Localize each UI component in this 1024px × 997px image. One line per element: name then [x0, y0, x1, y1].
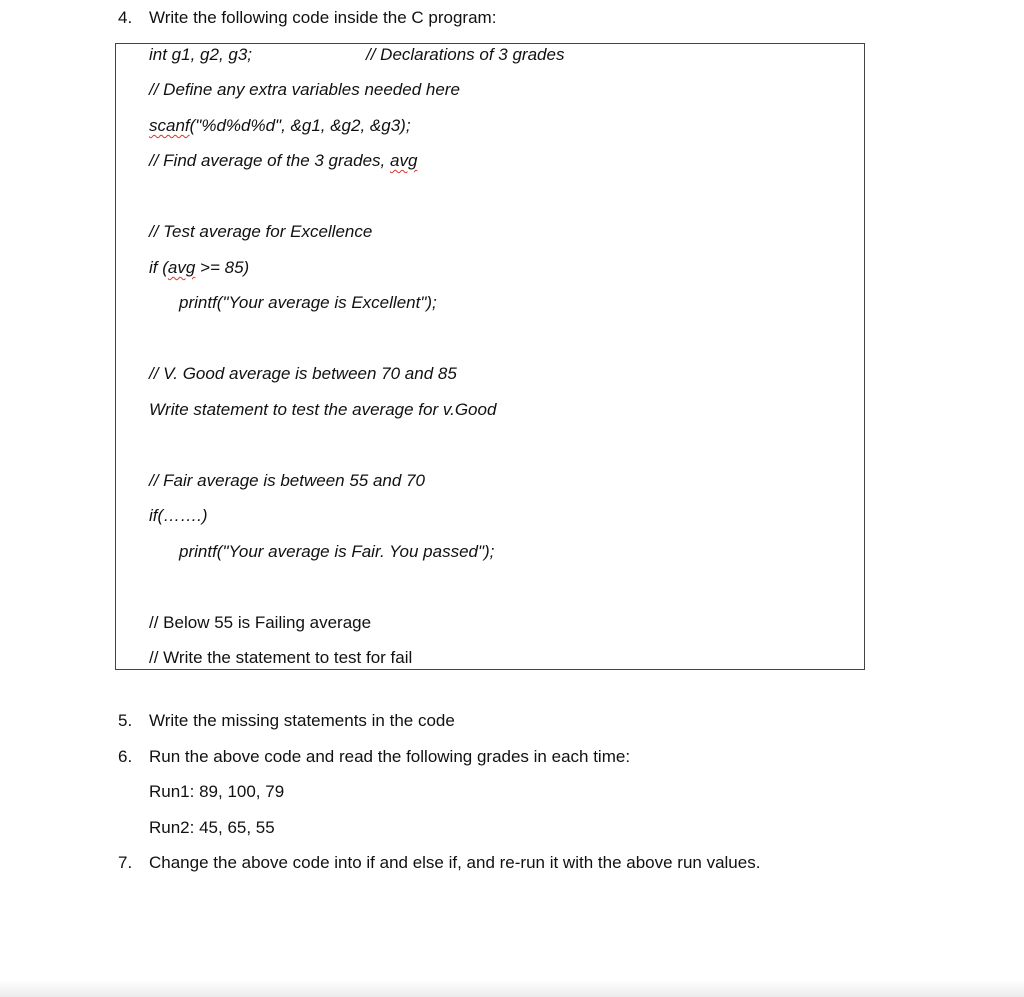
item-7-text: Change the above code into if and else if, and re-run it with the above run values.: [149, 853, 761, 872]
page-bottom-edge: [0, 980, 1024, 997]
spellcheck-scanf: scanf: [149, 116, 190, 135]
code-printf-excellent: printf("Your average is Excellent");: [179, 293, 437, 312]
item-number-5: 5.: [118, 711, 133, 730]
code-excellence-comment: // Test average for Excellence: [149, 222, 373, 241]
item-4-text: Write the following code inside the C program:: [149, 8, 497, 27]
code-fair-comment: // Fair average is between 55 and 70: [149, 471, 425, 490]
code-fail-comment: // Below 55 is Failing average: [149, 613, 372, 632]
code-if-fair: if(…….): [149, 506, 208, 525]
run1-values: Run1: 89, 100, 79: [149, 782, 285, 801]
code-declaration: int g1, g2, g3;: [149, 45, 253, 64]
code-fail-instruction: // Write the statement to test for fail: [149, 648, 413, 667]
code-if-keyword: if (: [149, 258, 168, 277]
code-declaration-comment: // Declarations of 3 grades: [366, 45, 565, 64]
code-vgood-comment: // V. Good average is between 70 and 85: [149, 364, 457, 383]
item-number-7: 7.: [118, 853, 133, 872]
item-number-6: 6.: [118, 747, 133, 766]
code-average-comment: [149, 150, 417, 172]
run2-values: Run2: 45, 65, 55: [149, 818, 275, 837]
spellcheck-avg-if: avg: [167, 258, 196, 277]
code-if-condition: >= 85): [195, 258, 250, 277]
code-extra-vars-comment: // Define any extra variables needed here: [149, 80, 460, 99]
item-6-text: Run the above code and read the following grades in each time:: [149, 747, 631, 766]
item-number-4: 4.: [118, 8, 133, 27]
code-if-excellent: [149, 257, 249, 279]
code-scanf-args: ("%d%d%d", &g1, &g2, &g3);: [189, 116, 411, 135]
spellcheck-avg: avg: [389, 151, 418, 170]
item-5-text: Write the missing statements in the code: [149, 711, 455, 730]
code-box: [115, 43, 865, 670]
code-printf-fair: printf("Your average is Fair. You passed");: [179, 542, 495, 561]
code-average-comment-text: // Find average of the 3 grades,: [149, 151, 390, 170]
code-vgood-instruction: Write statement to test the average for v.Good: [149, 400, 497, 419]
code-scanf-line: [149, 115, 411, 137]
